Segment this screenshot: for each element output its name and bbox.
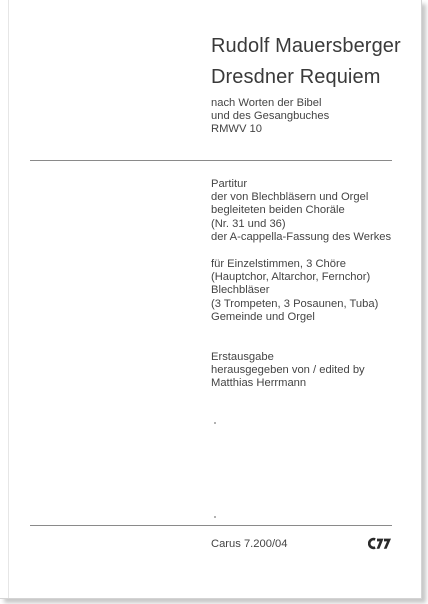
subtitle-line: nach Worten der Bibel [211, 97, 322, 109]
credits-line: herausgegeben von / edited by [211, 364, 365, 377]
scoring-line: (3 Trompeten, 3 Posaunen, Tuba) [211, 297, 379, 310]
subtitle-block [211, 97, 329, 136]
edition-description [211, 178, 391, 244]
top-divider [30, 160, 392, 161]
work-title: Dresdner Requiem [211, 66, 381, 88]
composer-name: Rudolf Mauersberger [211, 35, 401, 57]
publisher-catalog-number: Carus 7.200/04 [211, 538, 288, 550]
description-line: (Nr. 31 und 36) [211, 217, 286, 230]
subtitle-line: und des Gesangbuches [211, 110, 330, 122]
binding-fold-line [8, 0, 9, 598]
print-mark [214, 422, 216, 424]
credits-line: Erstausgabe [211, 351, 274, 363]
editor-credits [211, 351, 365, 391]
editor-name: Matthias Herrmann [211, 377, 307, 390]
description-line: Partitur [211, 178, 248, 190]
carus-logo-icon [368, 537, 392, 550]
catalog-rmwv: RMWV 10 [211, 123, 262, 135]
description-line: der von Blechbläsern und Orgel [211, 191, 369, 204]
scoring-description [211, 258, 378, 324]
scoring-line: Gemeinde und Orgel [211, 310, 315, 323]
print-mark [214, 516, 216, 518]
description-line: begleiteten beiden Choräle [211, 204, 345, 217]
scoring-line: Blechbläser [211, 284, 270, 297]
scoring-line: für Einzelstimmen, 3 Chöre [211, 258, 346, 270]
bottom-divider [30, 525, 392, 526]
scoring-line: (Hauptchor, Altarchor, Fernchor) [211, 271, 371, 284]
description-line: der A-cappella-Fassung des Werkes [211, 230, 392, 243]
